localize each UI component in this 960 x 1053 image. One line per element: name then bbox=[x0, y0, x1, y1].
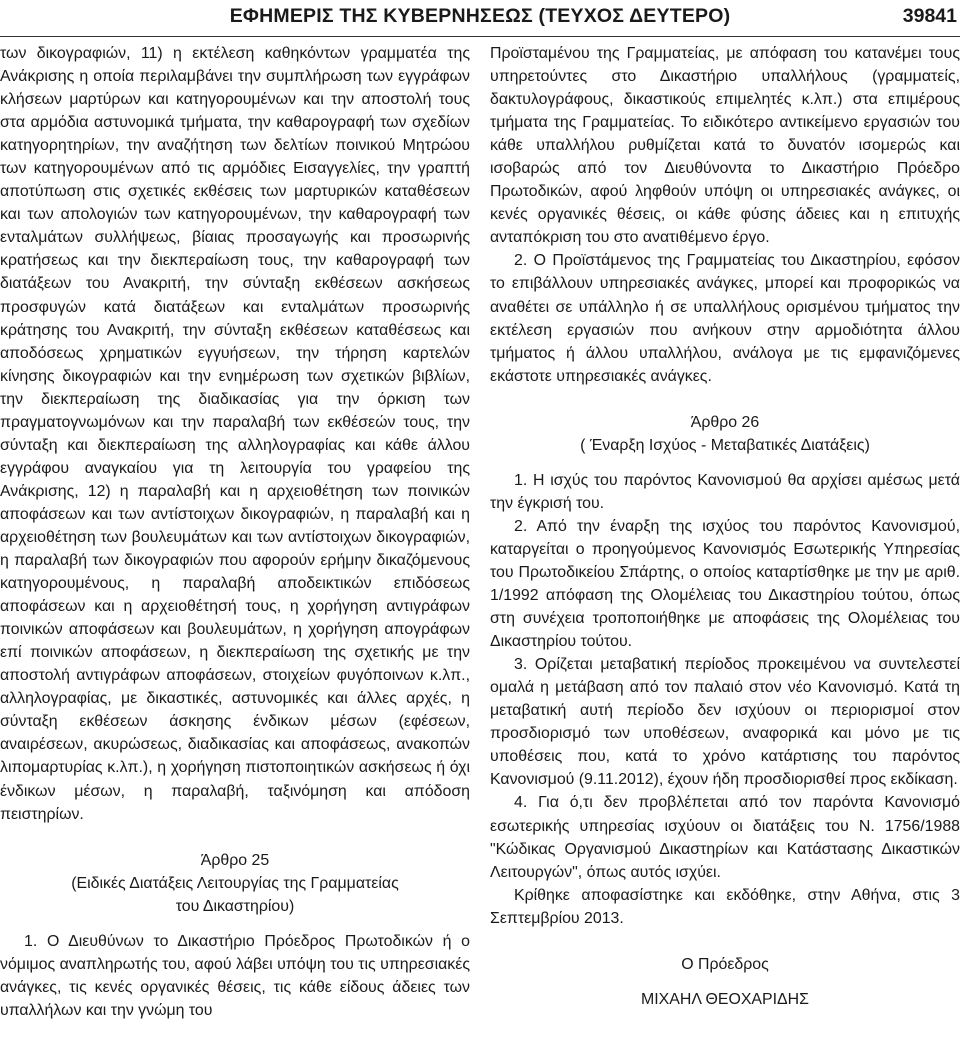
article-25-heading: Άρθρο 25 bbox=[200, 851, 270, 869]
article-25-subtitle-line2: του Δικαστηρίου) bbox=[175, 897, 295, 915]
article-25-paragraph-2: 2. Ο Προϊστάμενος της Γραμματείας του Δικαστηρίου, εφόσον το επιβάλλουν υπηρεσιακές ανάγκες, μπορεί και προφορικώς να αναθέτει σε υπάλληλο ή σε υπαλλήλους ορισμένου τμήματος την εκτέλεση εργασιών που ανήκουν στην αρμοδιότητα άλλου τμήματος ή άλλου υπαλλήλου, ανάλογα με τις εμφανιζόμενες εκάστοτε υπηρεσιακές ανάγκες. bbox=[490, 252, 960, 385]
article-25-paragraph-1: 1. Ο Διευθύνων το Δικαστήριο Πρόεδρος Πρωτοδικών ή ο νόμιμος αναπληρωτής του, αφού λάβει υπόψη του τις υπηρεσιακές ανάγκες, τις κενές οργανικές θέσεις, τις κάθε είδους άδειες των υπαλλήλων και την γνώμη του bbox=[0, 932, 470, 1019]
article-25-paragraph-1-continued: Προϊσταμένου της Γραμματείας, με απόφαση του κατανέμει τους υπηρετούντες στο Δικαστήριο υπαλλήλους (γραμματείς, δακτυλογράφους, δικαστικούς επιμελητές κ.λπ.) στα επιμέρους τμήματα της Γραμματείας. Το ειδικότερο αντικείμενο εργασιών του κάθε υπαλλήλου ρυθμίζεται κατά το δυνατόν ισομερώς και ισοβαρώς από τον Διευθύνοντα το Δικαστήριο Πρόεδρο Πρωτοδικών, αφού ληφθούν υπόψη οι υπηρεσιακές ανάγκες, οι κενές οργανικές θέσεις, οι κάθε φύσης άδειες και η επιτυχής ανταπόκριση του στο ανατιθέμενο έργο. bbox=[490, 45, 960, 247]
page-header bbox=[0, 0, 960, 38]
header-rule bbox=[0, 36, 960, 37]
article-26-subtitle: ( Έναρξη Ισχύος - Μεταβατικές Διατάξεις) bbox=[580, 436, 870, 454]
signatory-title: Ο Πρόεδρος bbox=[681, 955, 769, 973]
gazette-title: ΕΦΗΜΕΡΙΣ ΤΗΣ ΚΥΒΕΡΝΗΣΕΩΣ (ΤΕΥΧΟΣ ΔΕΥΤΕΡΟ) bbox=[229, 5, 731, 27]
article-26-paragraph-4: 4. Για ό,τι δεν προβλέπεται από τον παρόντα Κανονισμό εσωτερικής υπηρεσίας ισχύουν οι διατάξεις του Ν. 1756/1988 "Κώδικας Οργανισμού Δικαστηρίων και Κατάστασης Δικαστικών Λειτουργών", όπως αυτός ισχύει. bbox=[490, 794, 960, 881]
signatory-name: ΜΙΧΑΗΛ ΘΕΟΧΑΡΙΔΗΣ bbox=[641, 990, 809, 1008]
article-26-paragraph-2: 2. Από την έναρξη της ισχύος του παρόντος Κανονισμού, καταργείται ο προηγούμενος Κανονισμός Εσωτερικής Υπηρεσίας του Πρωτοδικείου Σπάρτης, ο οποίος καταρτίσθηκε με την με αριθ. 1/1992 απόφαση της Ολομέλειας του Δικαστηρίου τούτου, όπως στη συνέχεια τροποποιήθηκε με αποφάσεις της Ολομέλειας του Δικαστηρίου τούτου. bbox=[490, 517, 960, 651]
continuation-paragraph: των δικογραφιών, 11) η εκτέλεση καθηκόντων γραμματέα της Ανάκρισης η οποία περιλαμβάνει την συμπλήρωση των εγγράφων κλήσεων μαρτύρων και κατηγορουμένων και την αποστολή τους στα αρμόδια αστυνομικά τμήματα, την καθαρογραφή των σχεδίων κατηγορητηρίων, την αναζήτηση των δελτίων ποινικού Μητρώου των κατηγορουμένων από τις αρμόδιες Εισαγγελίες, την γραπτή αποτύπωση στις σχετικές εκθέσεις των μαρτυρικών καταθέσεων και των απολογιών των κατηγορουμένων, την καθαρογραφή των ενταλμάτων συλλήψεως, βίαιας προσαγωγής και προσωρινής κρατήσεως και την διεκπεραίωση τους, την καθαρογραφή των διατάξεων του Ανακριτή, την σύνταξη εκθέσεων ασκήσεως προσφυγών κατά διατάξεων και ενταλμάτων προσωρινής κράτησης του Ανακριτή, την σύνταξη εκθέσεων καταθέσεως και αποδόσεως χρηματικών εγγυήσεων, την τήρηση καρτελών κίνησης δικογραφιών και την ενημέρωση των σχετικών βιβλίων, την διεκπεραίωση της διαδικασίας για την όρκιση των πραγματογνωμόνων και την παραλαβή των εκθέσεών τους, την σύνταξη και διεκπεραίωση της αλληλογραφίας και κάθε άλλου εγγράφου αναγκαίου για τη λειτουργία του γραφείου της Ανάκρισης, 12) η παραλαβή και η αρχειοθέτηση των ποινικών αποφάσεων και των αντίστοιχων δικογραφιών, η παραλαβή και η αρχειοθέτηση των βουλευμάτων και των αντίστοιχων δικογραφιών, η παραλαβή των δικογραφιών που αφορούν ερήμην δικαζόμενους κατηγορουμένους, η παραλαβή αποδεικτικών επιδόσεως αποφάσεων και η αρχειοθέτησή τους, η χορήγηση αντιγράφων ποινικών αποφάσεων και βουλευμάτων, η χορήγηση απογράφων επί ποινικών αποφάσεων, η διεκπεραίωση της σχετικής με την αποστολή αντιγράφων αποφάσεων, στοιχείων φυγόποινων κ.λπ., αλληλογραφίας, με δικαστικές, αστυνομικές και άλλες αρχές, η σύνταξη εκθέσεων άσκησης ένδικων μέσων (εφέσεων, αναιρέσεων, ακυρώσεως, διαδικασίας και αποφάσεως, ανακοπών λιπομαρτυρίας κ.λπ.), η χορήγηση πιστοποιητικών ασκήσεως ή όχι ένδικων μέσων, η παραλαβή, ταξινόμηση και απόδοση πειστηρίων. bbox=[0, 45, 470, 823]
article-26-paragraph-3: 3. Ορίζεται μεταβατική περίοδος προκειμένου να συντελεστεί ομαλά η μετάβαση από τον παλαιό στον νέο Κανονισμό. Κατά τη μεταβατική αυτή περίοδο δεν ισχύουν οι περιορισμοί στον προσδιορισμό των υποθέσεων, αναφορικά και μόνο με τις υποθέσεις που, κατά το χρόνο κατάρτισης του παρόντος Κανονισμού (9.11.2012), έχουν ήδη προσδιορισθεί προς εκδίκαση. bbox=[490, 656, 960, 789]
right-column bbox=[490, 42, 960, 1011]
article-26-heading: Άρθρο 26 bbox=[690, 413, 760, 431]
closing-statement: Κρίθηκε αποφασίστηκε και εκδόθηκε, στην Αθήνα, στις 3 Σεπτεμβρίου 2013. bbox=[490, 886, 960, 927]
left-column bbox=[0, 42, 470, 1022]
article-26-paragraph-1: 1. Η ισχύς του παρόντος Κανονισμού θα αρχίσει αμέσως μετά την έγκρισή του. bbox=[490, 471, 960, 512]
page-number: 39841 bbox=[902, 5, 957, 27]
article-25-subtitle-line1: (Ειδικές Διατάξεις Λειτουργίας της Γραμματείας bbox=[71, 874, 399, 892]
